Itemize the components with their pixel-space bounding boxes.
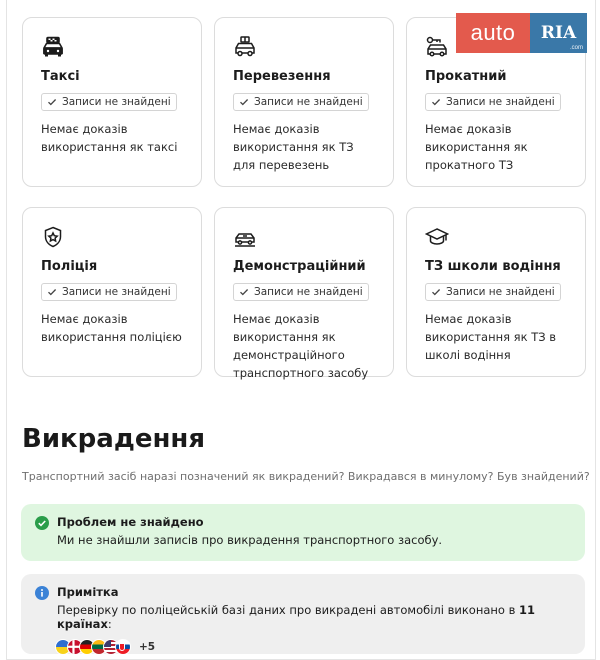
badge-label: Записи не знайдені	[62, 96, 171, 108]
taxi-icon	[41, 35, 65, 59]
badge-label: Записи не знайдені	[446, 286, 555, 298]
card-title: Перевезення	[233, 69, 331, 84]
note-countries-count: 11 країнах	[57, 603, 536, 631]
logo-ria-text: RIA	[540, 23, 577, 43]
more-countries-count[interactable]: +5	[139, 641, 156, 653]
check-icon	[431, 287, 441, 297]
success-check-icon	[35, 516, 49, 530]
theft-section-subtitle: Транспортний засіб наразі позначений як викрадений? Викрадався в минулому? Був знайдений?	[22, 470, 590, 483]
info-icon	[35, 586, 49, 600]
usage-cards-grid	[22, 17, 585, 380]
card-title: Таксі	[41, 69, 80, 84]
logo-ria-part	[530, 13, 587, 53]
card-description: Немає доказів використання як ТЗ в школі водіння	[425, 312, 557, 362]
badge-label: Записи не знайдені	[254, 286, 363, 298]
status-badge	[425, 93, 561, 111]
note-title: Примітка	[57, 585, 119, 599]
card-description: Немає доказів використання як таксі	[41, 122, 178, 154]
rental-key-car-icon	[425, 35, 449, 59]
theft-section-title: Викрадення	[22, 424, 206, 454]
card-driving-school	[406, 207, 586, 377]
auto-ria-logo[interactable]	[456, 13, 587, 53]
country-flags	[55, 639, 573, 655]
status-badge	[425, 283, 561, 301]
check-icon	[431, 97, 441, 107]
police-badge-icon	[41, 225, 65, 249]
check-icon	[47, 287, 57, 297]
card-title: Прокатний	[425, 69, 507, 84]
check-icon	[239, 97, 249, 107]
badge-label: Записи не знайдені	[446, 96, 555, 108]
card-description: Немає доказів використання поліцією	[41, 312, 182, 344]
status-badge	[233, 283, 369, 301]
status-badge	[41, 93, 177, 111]
badge-label: Записи не знайдені	[254, 96, 363, 108]
status-badge	[233, 93, 369, 111]
note-text	[57, 603, 573, 631]
status-badge	[41, 283, 177, 301]
check-icon	[239, 287, 249, 297]
cargo-car-icon	[233, 35, 257, 59]
card-cargo	[214, 17, 394, 187]
card-title: Демонстраційний	[233, 259, 366, 274]
demo-car-icon	[233, 225, 257, 249]
card-police	[22, 207, 202, 377]
card-demo	[214, 207, 394, 380]
card-taxi	[22, 17, 202, 187]
card-description: Немає доказів використання як демонстраційного транспортного засобу	[233, 312, 369, 380]
badge-label: Записи не знайдені	[62, 286, 171, 298]
alert-title: Проблем не знайдено	[57, 515, 204, 529]
card-description: Немає доказів використання як прокатного ТЗ	[425, 122, 528, 172]
card-description: Немає доказів використання як ТЗ для перевезень	[233, 122, 354, 172]
card-title: Поліція	[41, 259, 98, 274]
alert-text: Ми не знайшли записів про викрадення транспортного засобу.	[57, 533, 443, 547]
no-problems-alert	[21, 504, 585, 561]
note-box	[21, 574, 585, 654]
note-text-main: Перевірку по поліцейській базі даних про викрадені автомобілі виконано в	[57, 603, 520, 617]
card-title: ТЗ школи водіння	[425, 259, 561, 274]
note-text-end: :	[107, 617, 112, 631]
check-icon	[47, 97, 57, 107]
slovakia-flag-icon	[115, 639, 131, 655]
logo-domain-text: .com	[569, 45, 583, 51]
logo-auto-part: auto	[456, 13, 530, 53]
graduation-cap-icon	[425, 225, 449, 249]
